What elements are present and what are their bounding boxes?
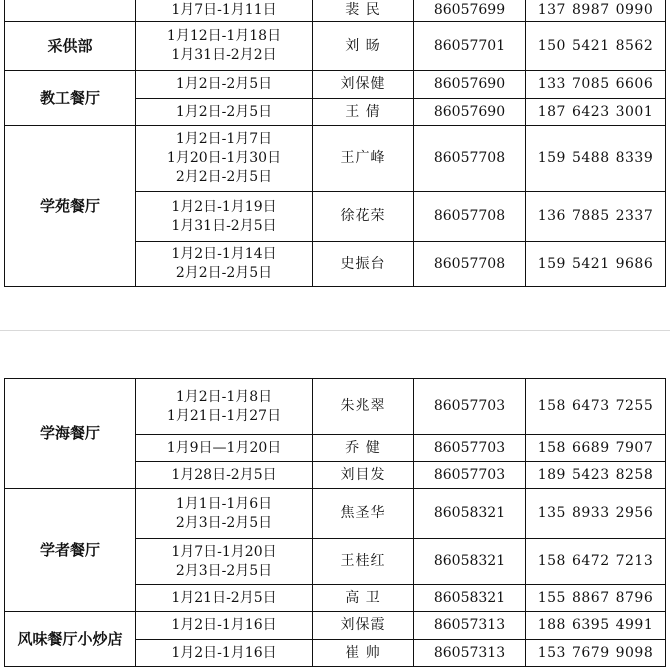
staff-name-cell: 王广峰 xyxy=(313,126,414,192)
office-phone-cell: 86058321 xyxy=(414,539,526,585)
staff-name-cell: 裴 民 xyxy=(313,0,414,22)
mobile-digit-group: 8933 xyxy=(571,505,610,521)
staff-name-cell: 高 卫 xyxy=(313,585,414,612)
mobile-digit-group: 137 xyxy=(537,1,566,18)
page-break xyxy=(0,297,670,378)
duty-dates-cell xyxy=(136,462,313,489)
mobile-digit-group: 7255 xyxy=(615,398,654,414)
mobile-digit-group: 6395 xyxy=(571,617,610,633)
mobile-digit-group: 7679 xyxy=(571,644,610,661)
mobile-digit-group: 136 xyxy=(537,208,566,224)
mobile-phone-cell xyxy=(526,99,666,126)
department-cell: 采供部 xyxy=(5,22,136,71)
duty-date-range: 1月9日—1月20日 xyxy=(166,439,282,456)
mobile-digit-group: 7907 xyxy=(615,439,654,456)
mobile-digit-group: 159 xyxy=(537,255,566,272)
mobile-digit-group: 8867 xyxy=(571,589,610,606)
mobile-phone-cell xyxy=(526,379,666,435)
office-phone-cell: 86057699 xyxy=(414,0,526,22)
duty-date-range: 1月21日-2月5日 xyxy=(171,589,277,606)
office-phone-cell: 86057701 xyxy=(414,22,526,71)
mobile-digit-group: 6689 xyxy=(571,439,610,456)
mobile-digit-group: 8562 xyxy=(615,37,654,54)
mobile-digit-group: 159 xyxy=(537,150,566,166)
duty-date-range: 1月20日-1月30日 xyxy=(166,150,282,166)
mobile-digit-group: 5421 xyxy=(571,37,610,54)
duty-dates-cell xyxy=(136,612,313,640)
duty-dates-cell xyxy=(136,242,313,287)
mobile-phone-cell xyxy=(526,462,666,489)
duty-date-range: 1月31日-2月5日 xyxy=(171,217,277,234)
table-row xyxy=(5,489,666,539)
mobile-digit-group: 8796 xyxy=(615,589,654,606)
mobile-phone-cell xyxy=(526,585,666,612)
duty-date-range: 1月2日-1月8日 xyxy=(175,388,273,405)
duty-date-range: 1月2日-1月16日 xyxy=(171,617,277,633)
department-cell: 风味餐厅小炒店 xyxy=(5,612,136,667)
duty-dates-cell xyxy=(136,539,313,585)
office-phone-cell: 86057690 xyxy=(414,71,526,99)
mobile-digit-group: 150 xyxy=(537,37,566,54)
duty-dates-cell xyxy=(136,99,313,126)
office-phone-cell: 86057690 xyxy=(414,99,526,126)
duty-date-range: 2月2日-2月5日 xyxy=(175,169,273,185)
mobile-phone-cell xyxy=(526,192,666,242)
duty-date-range: 2月3日-2月5日 xyxy=(175,514,273,531)
staff-name-cell: 崔 帅 xyxy=(313,640,414,667)
duty-dates-cell xyxy=(136,379,313,435)
office-phone-cell: 86057708 xyxy=(414,192,526,242)
duty-date-range: 1月2日-1月16日 xyxy=(171,644,277,661)
department-cell xyxy=(5,0,136,22)
table-row xyxy=(5,71,666,99)
table-row xyxy=(5,126,666,192)
mobile-digit-group: 7885 xyxy=(571,208,610,224)
duty-table-bottom xyxy=(4,378,666,667)
staff-name-cell: 史振台 xyxy=(313,242,414,287)
mobile-digit-group: 2956 xyxy=(615,505,654,521)
duty-dates-cell xyxy=(136,126,313,192)
duty-dates-cell xyxy=(136,640,313,667)
duty-date-range: 1月2日-1月7日 xyxy=(175,131,273,147)
office-phone-cell: 86057703 xyxy=(414,435,526,462)
mobile-digit-group: 6473 xyxy=(571,398,610,414)
duty-date-range: 2月2日-2月5日 xyxy=(175,265,273,281)
mobile-digit-group: 8339 xyxy=(615,150,654,166)
table-row xyxy=(5,379,666,435)
duty-date-range: 1月7日-1月20日 xyxy=(171,543,277,560)
duty-date-range: 1月28日-2月5日 xyxy=(171,466,277,483)
office-phone-cell: 86057703 xyxy=(414,379,526,435)
department-cell: 学者餐厅 xyxy=(5,489,136,612)
mobile-digit-group: 6606 xyxy=(615,76,654,92)
mobile-digit-group: 4991 xyxy=(615,617,654,633)
mobile-digit-group: 189 xyxy=(537,466,566,483)
duty-date-range: 1月1日-1月6日 xyxy=(175,495,273,512)
duty-dates-cell xyxy=(136,585,313,612)
mobile-phone-cell xyxy=(526,242,666,287)
department-cell: 学海餐厅 xyxy=(5,379,136,489)
staff-name-cell: 刘 旸 xyxy=(313,22,414,71)
duty-date-range: 1月2日-1月19日 xyxy=(171,198,277,215)
duty-dates-cell xyxy=(136,0,313,22)
mobile-phone-cell xyxy=(526,612,666,640)
staff-name-cell: 王桂红 xyxy=(313,539,414,585)
staff-name-cell: 刘目发 xyxy=(313,462,414,489)
department-cell: 教工餐厅 xyxy=(5,71,136,126)
mobile-digit-group: 5421 xyxy=(571,255,610,272)
duty-date-range: 1月12日-1月18日 xyxy=(166,28,282,44)
mobile-phone-cell xyxy=(526,126,666,192)
office-phone-cell: 86058321 xyxy=(414,489,526,539)
staff-name-cell: 刘保健 xyxy=(313,71,414,99)
duty-date-range: 1月2日-1月14日 xyxy=(171,246,277,262)
mobile-digit-group: 5423 xyxy=(571,466,610,483)
staff-name-cell: 徐花荣 xyxy=(313,192,414,242)
mobile-digit-group: 9686 xyxy=(615,255,654,272)
duty-dates-cell xyxy=(136,435,313,462)
mobile-digit-group: 158 xyxy=(537,398,566,414)
mobile-phone-cell xyxy=(526,71,666,99)
mobile-digit-group: 8987 xyxy=(571,1,610,18)
mobile-digit-group: 7213 xyxy=(615,553,654,569)
office-phone-cell: 86057703 xyxy=(414,462,526,489)
duty-date-range: 1月2日-2月5日 xyxy=(175,103,273,120)
mobile-digit-group: 187 xyxy=(537,103,566,120)
duty-date-range: 2月3日-2月5日 xyxy=(175,562,273,579)
mobile-digit-group: 188 xyxy=(537,617,566,633)
mobile-digit-group: 6472 xyxy=(571,553,610,569)
duty-date-range: 1月21日-1月27日 xyxy=(166,407,282,424)
mobile-digit-group: 2337 xyxy=(615,208,654,224)
mobile-digit-group: 153 xyxy=(537,644,566,661)
staff-name-cell: 王 倩 xyxy=(313,99,414,126)
office-phone-cell: 86057708 xyxy=(414,242,526,287)
duty-date-range: 1月7日-1月11日 xyxy=(171,1,277,18)
table-row xyxy=(5,0,666,22)
staff-name-cell: 朱兆翠 xyxy=(313,379,414,435)
staff-name-cell: 焦圣华 xyxy=(313,489,414,539)
mobile-digit-group: 0990 xyxy=(615,1,654,18)
duty-dates-cell xyxy=(136,192,313,242)
mobile-digit-group: 7085 xyxy=(571,76,610,92)
mobile-phone-cell xyxy=(526,539,666,585)
department-cell: 学苑餐厅 xyxy=(5,126,136,287)
mobile-digit-group: 135 xyxy=(537,505,566,521)
mobile-phone-cell xyxy=(526,640,666,667)
mobile-digit-group: 133 xyxy=(537,76,566,92)
mobile-phone-cell xyxy=(526,0,666,22)
duty-dates-cell xyxy=(136,22,313,71)
table-row xyxy=(5,612,666,640)
mobile-digit-group: 8258 xyxy=(615,466,654,483)
mobile-digit-group: 155 xyxy=(537,589,566,606)
duty-date-range: 1月31日-2月2日 xyxy=(171,47,277,63)
office-phone-cell: 86058321 xyxy=(414,585,526,612)
office-phone-cell: 86057313 xyxy=(414,612,526,640)
office-phone-cell: 86057313 xyxy=(414,640,526,667)
page-divider xyxy=(0,330,670,331)
staff-name-cell: 乔 健 xyxy=(313,435,414,462)
office-phone-cell: 86057708 xyxy=(414,126,526,192)
duty-table-top xyxy=(4,0,666,287)
duty-dates-cell xyxy=(136,71,313,99)
mobile-digit-group: 5488 xyxy=(571,150,610,166)
mobile-digit-group: 9098 xyxy=(615,644,654,661)
mobile-digit-group: 158 xyxy=(537,553,566,569)
mobile-phone-cell xyxy=(526,489,666,539)
mobile-digit-group: 3001 xyxy=(615,103,654,120)
duty-date-range: 1月2日-2月5日 xyxy=(175,76,273,92)
mobile-phone-cell xyxy=(526,435,666,462)
mobile-phone-cell xyxy=(526,22,666,71)
table-row xyxy=(5,22,666,71)
duty-dates-cell xyxy=(136,489,313,539)
mobile-digit-group: 6423 xyxy=(571,103,610,120)
mobile-digit-group: 158 xyxy=(537,439,566,456)
staff-name-cell: 刘保霞 xyxy=(313,612,414,640)
